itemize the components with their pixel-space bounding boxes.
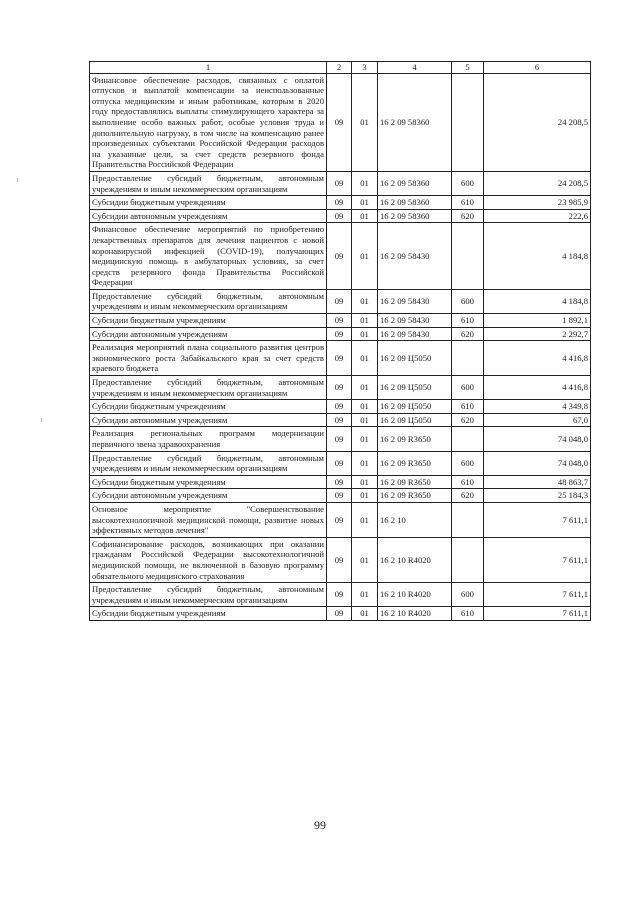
row-amount-cell: 7 611,1 bbox=[484, 502, 591, 537]
table-row bbox=[90, 209, 591, 223]
row-expense-type-cell: 610 bbox=[452, 400, 484, 414]
row-expense-type-cell: 600 bbox=[452, 451, 484, 475]
row-target-article-cell: 16 2 09 58430 bbox=[378, 289, 452, 313]
row-name-cell: Финансовое обеспечение мероприятий по приобретению лекарственных препаратов для лечения пациентов с новой коронавирусной инфекцией (COVID-19), получающих медицинскую помощь в амбулаторных условиях, за счет средств резервного фонда Правительства Российской Федерации bbox=[90, 223, 327, 290]
row-section-cell: 09 bbox=[327, 209, 352, 223]
row-target-article-cell: 16 2 10 R4020 bbox=[378, 537, 452, 582]
row-target-article-cell: 16 2 09 Ц5050 bbox=[378, 341, 452, 376]
table-row bbox=[90, 413, 591, 427]
row-section-cell: 09 bbox=[327, 376, 352, 400]
row-target-article-cell: 16 2 10 bbox=[378, 502, 452, 537]
row-target-article-cell: 16 2 09 R3650 bbox=[378, 451, 452, 475]
row-amount-cell: 222,6 bbox=[484, 209, 591, 223]
row-expense-type-cell: 620 bbox=[452, 413, 484, 427]
row-amount-cell: 4 416,8 bbox=[484, 341, 591, 376]
table-row bbox=[90, 607, 591, 621]
row-name-cell: Субсидии бюджетным учреждениям bbox=[90, 196, 327, 210]
row-subsection-cell: 01 bbox=[352, 196, 378, 210]
scan-mark bbox=[17, 178, 18, 182]
row-expense-type-cell bbox=[452, 427, 484, 451]
row-target-article-cell: 16 2 10 R4020 bbox=[378, 583, 452, 607]
header-col-6: 6 bbox=[484, 62, 591, 74]
row-subsection-cell: 01 bbox=[352, 475, 378, 489]
row-subsection-cell: 01 bbox=[352, 489, 378, 503]
table-row bbox=[90, 73, 591, 171]
row-target-article-cell: 16 2 09 Ц5050 bbox=[378, 400, 452, 414]
table-row bbox=[90, 314, 591, 328]
row-name-cell: Предоставление субсидий бюджетным, автономным учреждениям и иным некоммерческим организациям bbox=[90, 583, 327, 607]
row-expense-type-cell bbox=[452, 73, 484, 171]
row-amount-cell: 67,0 bbox=[484, 413, 591, 427]
row-section-cell: 09 bbox=[327, 289, 352, 313]
row-amount-cell: 7 611,1 bbox=[484, 607, 591, 621]
header-col-2: 2 bbox=[327, 62, 352, 74]
table-body bbox=[90, 73, 591, 620]
row-name-cell: Субсидии бюджетным учреждениям bbox=[90, 314, 327, 328]
row-expense-type-cell bbox=[452, 502, 484, 537]
row-name-cell: Предоставление субсидий бюджетным, автономным учреждениям и иным некоммерческим организациям bbox=[90, 376, 327, 400]
row-section-cell: 09 bbox=[327, 537, 352, 582]
row-amount-cell: 23 985,9 bbox=[484, 196, 591, 210]
row-name-cell: Реализация региональных программ модернизации первичного звена здравоохранения bbox=[90, 427, 327, 451]
row-amount-cell: 4 184,8 bbox=[484, 289, 591, 313]
budget-table bbox=[89, 61, 591, 621]
row-subsection-cell: 01 bbox=[352, 223, 378, 290]
row-amount-cell: 1 892,1 bbox=[484, 314, 591, 328]
row-expense-type-cell bbox=[452, 223, 484, 290]
row-subsection-cell: 01 bbox=[352, 376, 378, 400]
row-name-cell: Субсидии бюджетным учреждениям bbox=[90, 607, 327, 621]
table-row bbox=[90, 502, 591, 537]
row-expense-type-cell bbox=[452, 537, 484, 582]
table-row bbox=[90, 475, 591, 489]
scan-mark bbox=[41, 418, 42, 422]
row-section-cell: 09 bbox=[327, 314, 352, 328]
row-amount-cell: 74 048,0 bbox=[484, 451, 591, 475]
row-subsection-cell: 01 bbox=[352, 537, 378, 582]
row-name-cell: Предоставление субсидий бюджетным, автономным учреждениям и иным некоммерческим организациям bbox=[90, 171, 327, 195]
table-row bbox=[90, 376, 591, 400]
row-subsection-cell: 01 bbox=[352, 327, 378, 341]
row-section-cell: 09 bbox=[327, 341, 352, 376]
row-amount-cell: 25 184,3 bbox=[484, 489, 591, 503]
table-row bbox=[90, 537, 591, 582]
row-name-cell: Субсидии автономным учреждениям bbox=[90, 413, 327, 427]
table-row bbox=[90, 171, 591, 195]
row-amount-cell: 24 208,5 bbox=[484, 73, 591, 171]
row-name-cell: Субсидии бюджетным учреждениям bbox=[90, 400, 327, 414]
row-expense-type-cell: 600 bbox=[452, 376, 484, 400]
row-name-cell: Предоставление субсидий бюджетным, автономным учреждениям и иным некоммерческим организациям bbox=[90, 289, 327, 313]
row-section-cell: 09 bbox=[327, 73, 352, 171]
row-subsection-cell: 01 bbox=[352, 607, 378, 621]
row-target-article-cell: 16 2 09 Ц5050 bbox=[378, 376, 452, 400]
row-name-cell: Предоставление субсидий бюджетным, автономным учреждениям и иным некоммерческим организациям bbox=[90, 451, 327, 475]
row-expense-type-cell: 610 bbox=[452, 475, 484, 489]
row-amount-cell: 48 863,7 bbox=[484, 475, 591, 489]
row-name-cell: Основное мероприятие "Совершенствование высокотехнологичной медицинской помощи, развитие новых эффективных методов лечения" bbox=[90, 502, 327, 537]
row-subsection-cell: 01 bbox=[352, 73, 378, 171]
row-expense-type-cell: 600 bbox=[452, 289, 484, 313]
row-expense-type-cell: 620 bbox=[452, 489, 484, 503]
row-target-article-cell: 16 2 09 58360 bbox=[378, 209, 452, 223]
row-amount-cell: 4 416,8 bbox=[484, 376, 591, 400]
table-row bbox=[90, 327, 591, 341]
table-row bbox=[90, 427, 591, 451]
row-subsection-cell: 01 bbox=[352, 400, 378, 414]
row-target-article-cell: 16 2 09 R3650 bbox=[378, 489, 452, 503]
row-subsection-cell: 01 bbox=[352, 341, 378, 376]
row-amount-cell: 2 292,7 bbox=[484, 327, 591, 341]
row-expense-type-cell: 610 bbox=[452, 314, 484, 328]
row-subsection-cell: 01 bbox=[352, 314, 378, 328]
row-section-cell: 09 bbox=[327, 171, 352, 195]
row-target-article-cell: 16 2 09 R3650 bbox=[378, 475, 452, 489]
row-name-cell: Субсидии автономным учреждениям bbox=[90, 489, 327, 503]
row-target-article-cell: 16 2 10 R4020 bbox=[378, 607, 452, 621]
row-expense-type-cell: 600 bbox=[452, 583, 484, 607]
row-amount-cell: 74 048,0 bbox=[484, 427, 591, 451]
table-row bbox=[90, 400, 591, 414]
row-amount-cell: 24 208,5 bbox=[484, 171, 591, 195]
row-name-cell: Финансовое обеспечение расходов, связанных с оплатой отпусков и выплатой компенсации за неиспользованные отпуска медицинским и иным работникам, которым в 2020 году предоставлялись выплаты стимулирующего характера за выполнение особо важных работ, особые условия труда и дополнительную нагрузку, в том числе на компенсацию ранее произведенных субъектами Российской Федерации расходов на указанные цели, за счет средств резервного фонда Правительства Российской Федерации bbox=[90, 73, 327, 171]
row-amount-cell: 4 349,8 bbox=[484, 400, 591, 414]
row-subsection-cell: 01 bbox=[352, 583, 378, 607]
header-col-4: 4 bbox=[378, 62, 452, 74]
row-target-article-cell: 16 2 09 58360 bbox=[378, 196, 452, 210]
row-name-cell: Субсидии автономным учреждениям bbox=[90, 327, 327, 341]
row-section-cell: 09 bbox=[327, 451, 352, 475]
row-section-cell: 09 bbox=[327, 475, 352, 489]
row-section-cell: 09 bbox=[327, 223, 352, 290]
table-row bbox=[90, 223, 591, 290]
page-number: 99 bbox=[314, 818, 326, 832]
row-expense-type-cell bbox=[452, 341, 484, 376]
row-name-cell: Субсидии бюджетным учреждениям bbox=[90, 475, 327, 489]
row-expense-type-cell: 620 bbox=[452, 327, 484, 341]
row-amount-cell: 4 184,8 bbox=[484, 223, 591, 290]
table-row bbox=[90, 341, 591, 376]
row-section-cell: 09 bbox=[327, 583, 352, 607]
row-target-article-cell: 16 2 09 58430 bbox=[378, 314, 452, 328]
row-target-article-cell: 16 2 09 58360 bbox=[378, 171, 452, 195]
row-subsection-cell: 01 bbox=[352, 171, 378, 195]
row-section-cell: 09 bbox=[327, 427, 352, 451]
row-section-cell: 09 bbox=[327, 489, 352, 503]
row-subsection-cell: 01 bbox=[352, 289, 378, 313]
table-row bbox=[90, 489, 591, 503]
header-col-3: 3 bbox=[352, 62, 378, 74]
row-name-cell: Реализация мероприятий плана социального развития центров экономического роста Забайкальского края за счет средств краевого бюджета bbox=[90, 341, 327, 376]
header-col-1: 1 bbox=[90, 62, 327, 74]
row-target-article-cell: 16 2 09 Ц5050 bbox=[378, 413, 452, 427]
row-expense-type-cell: 610 bbox=[452, 196, 484, 210]
row-target-article-cell: 16 2 09 R3650 bbox=[378, 427, 452, 451]
row-target-article-cell: 16 2 09 58360 bbox=[378, 73, 452, 171]
row-subsection-cell: 01 bbox=[352, 502, 378, 537]
header-col-5: 5 bbox=[452, 62, 484, 74]
table-row bbox=[90, 583, 591, 607]
row-name-cell: Софинансирование расходов, возникающих при оказании гражданам Российской Федерации высокотехнологичной медицинской помощи, не включенной в базовую программу обязательного медицинского страхования bbox=[90, 537, 327, 582]
row-name-cell: Субсидии автономным учреждениям bbox=[90, 209, 327, 223]
row-subsection-cell: 01 bbox=[352, 413, 378, 427]
row-target-article-cell: 16 2 09 58430 bbox=[378, 327, 452, 341]
row-subsection-cell: 01 bbox=[352, 427, 378, 451]
table-header-row bbox=[90, 62, 591, 74]
table-row bbox=[90, 451, 591, 475]
row-section-cell: 09 bbox=[327, 400, 352, 414]
row-amount-cell: 7 611,1 bbox=[484, 537, 591, 582]
row-expense-type-cell: 600 bbox=[452, 171, 484, 195]
row-section-cell: 09 bbox=[327, 502, 352, 537]
table-row bbox=[90, 196, 591, 210]
row-subsection-cell: 01 bbox=[352, 451, 378, 475]
row-target-article-cell: 16 2 09 58430 bbox=[378, 223, 452, 290]
table-row bbox=[90, 289, 591, 313]
row-section-cell: 09 bbox=[327, 196, 352, 210]
row-section-cell: 09 bbox=[327, 607, 352, 621]
row-section-cell: 09 bbox=[327, 413, 352, 427]
row-expense-type-cell: 620 bbox=[452, 209, 484, 223]
row-expense-type-cell: 610 bbox=[452, 607, 484, 621]
row-subsection-cell: 01 bbox=[352, 209, 378, 223]
row-section-cell: 09 bbox=[327, 327, 352, 341]
row-amount-cell: 7 611,1 bbox=[484, 583, 591, 607]
